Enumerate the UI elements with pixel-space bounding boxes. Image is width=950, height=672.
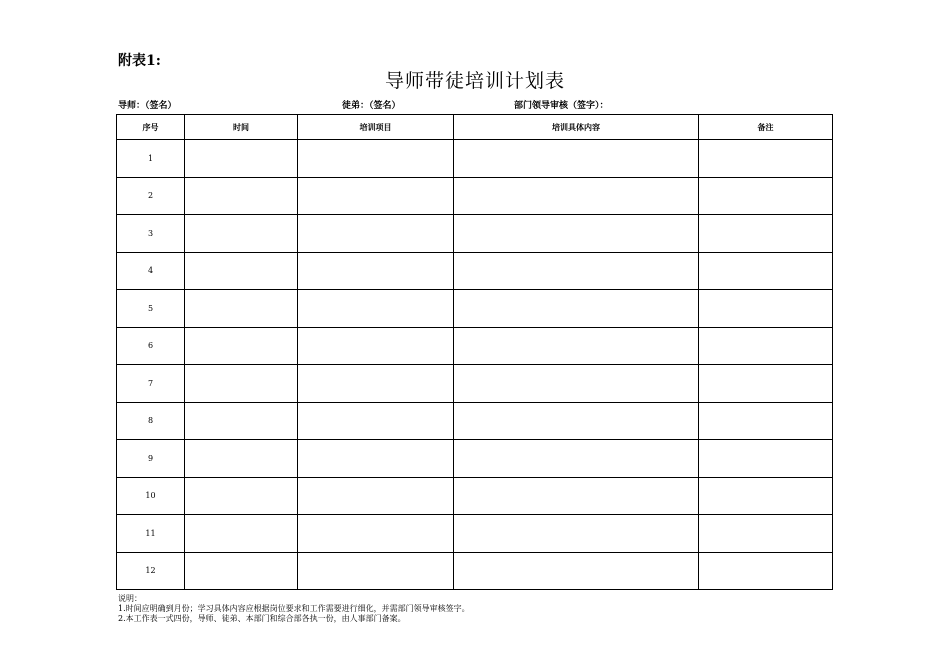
cell-training-item: [298, 252, 454, 290]
table-row: [117, 365, 833, 403]
cell-index: 1: [117, 140, 185, 178]
cell-training-content: [454, 327, 699, 365]
table-row: [117, 402, 833, 440]
cell-time: [185, 515, 298, 553]
header-time: 时间: [185, 115, 298, 140]
table-row: [117, 515, 833, 553]
cell-remarks: [699, 327, 833, 365]
cell-time: [185, 440, 298, 478]
cell-time: [185, 365, 298, 403]
cell-training-item: [298, 365, 454, 403]
cell-remarks: [699, 177, 833, 215]
notes-line-1: 1.时间应明确到月份；学习具体内容应根据岗位要求和工作需要进行细化，并需部门领导审核签字。: [118, 604, 470, 613]
table-row: [117, 177, 833, 215]
cell-training-item: [298, 440, 454, 478]
page-title: 导师带徒培训计划表: [384, 70, 565, 92]
apprentice-signature-label: 徒弟：（签名）: [342, 101, 401, 111]
cell-training-content: [454, 515, 699, 553]
cell-training-content: [454, 252, 699, 290]
cell-training-content: [454, 402, 699, 440]
header-training-content: 培训具体内容: [454, 115, 699, 140]
cell-remarks: [699, 477, 833, 515]
notes-section: [118, 594, 470, 624]
cell-time: [185, 252, 298, 290]
cell-training-item: [298, 402, 454, 440]
cell-index: 10: [117, 477, 185, 515]
table-header: [117, 115, 833, 140]
leader-signature-label: 部门领导审核（签字）：: [514, 101, 609, 111]
cell-training-item: [298, 515, 454, 553]
header-index: 序号: [117, 115, 185, 140]
mentor-signature-label: 导师：（签名）: [118, 101, 177, 111]
cell-remarks: [699, 290, 833, 328]
cell-training-content: [454, 215, 699, 253]
cell-training-item: [298, 215, 454, 253]
table-row: [117, 140, 833, 178]
cell-remarks: [699, 140, 833, 178]
table-row: [117, 552, 833, 590]
table-row: [117, 252, 833, 290]
cell-training-item: [298, 177, 454, 215]
cell-remarks: [699, 440, 833, 478]
cell-index: 5: [117, 290, 185, 328]
cell-remarks: [699, 365, 833, 403]
cell-training-item: [298, 290, 454, 328]
table-row: [117, 290, 833, 328]
cell-remarks: [699, 215, 833, 253]
table-body: [117, 140, 833, 590]
cell-time: [185, 140, 298, 178]
cell-training-content: [454, 552, 699, 590]
table-row: [117, 327, 833, 365]
header-training-item: 培训项目: [298, 115, 454, 140]
cell-training-content: [454, 177, 699, 215]
cell-index: 6: [117, 327, 185, 365]
cell-training-item: [298, 327, 454, 365]
cell-training-content: [454, 365, 699, 403]
header-remarks: 备注: [699, 115, 833, 140]
cell-remarks: [699, 402, 833, 440]
cell-index: 12: [117, 552, 185, 590]
cell-index: 4: [117, 252, 185, 290]
cell-index: 8: [117, 402, 185, 440]
cell-remarks: [699, 515, 833, 553]
cell-time: [185, 552, 298, 590]
cell-time: [185, 215, 298, 253]
notes-heading: 说明：: [118, 594, 142, 603]
table-row: [117, 440, 833, 478]
cell-index: 11: [117, 515, 185, 553]
cell-time: [185, 290, 298, 328]
cell-time: [185, 327, 298, 365]
cell-training-item: [298, 140, 454, 178]
cell-time: [185, 402, 298, 440]
table-header-row: [117, 115, 833, 140]
table-row: [117, 215, 833, 253]
cell-training-content: [454, 440, 699, 478]
cell-time: [185, 177, 298, 215]
cell-training-content: [454, 477, 699, 515]
notes-line-2: 2.本工作表一式四份，导师、徒弟、本部门和综合部各执一份，由人事部门备案。: [118, 614, 406, 623]
cell-index: 9: [117, 440, 185, 478]
cell-training-content: [454, 290, 699, 328]
cell-training-content: [454, 140, 699, 178]
cell-training-item: [298, 552, 454, 590]
cell-time: [185, 477, 298, 515]
training-plan-table: [116, 114, 833, 590]
table-row: [117, 477, 833, 515]
cell-index: 3: [117, 215, 185, 253]
cell-index: 2: [117, 177, 185, 215]
cell-remarks: [699, 552, 833, 590]
cell-training-item: [298, 477, 454, 515]
appendix-label: 附表1:: [118, 53, 161, 69]
cell-index: 7: [117, 365, 185, 403]
cell-remarks: [699, 252, 833, 290]
